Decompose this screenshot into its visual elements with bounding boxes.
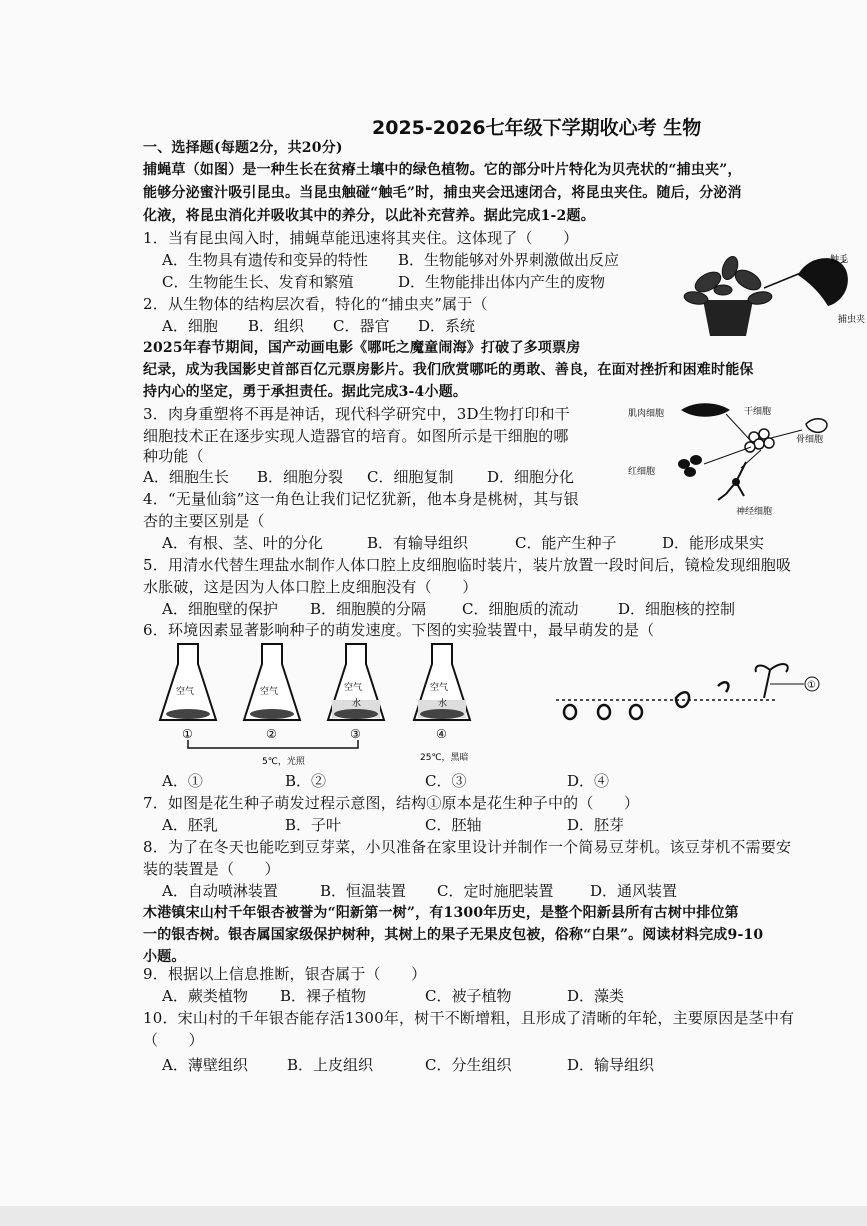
section-heading: 一、选择题(每题2分，共20分): [143, 140, 343, 156]
question-stem: 细胞技术正在逐步实现人造器官的培育。如图所示是干细胞的哪: [143, 427, 569, 445]
scan-edge: [0, 1206, 867, 1226]
option-c: C．定时施肥装置: [437, 882, 554, 900]
option-d: D．能形成果实: [662, 534, 765, 552]
option-d: D．生物能排出体内产生的废物: [398, 273, 606, 291]
option-c: C．能产生种子: [515, 534, 617, 552]
option-c: C．器官: [333, 317, 390, 335]
option-b: B．裸子植物: [280, 987, 367, 1005]
page-title: 2025-2026七年级下学期收心考 生物: [372, 117, 702, 139]
passage-line: 持内心的坚定，勇于承担责任。据此完成3-4小题。: [143, 384, 468, 400]
option-d: D．输导组织: [567, 1056, 655, 1074]
question-stem: 4．“无量仙翁”这一角色让我们记忆犹新，他本身是桃树，其与银: [143, 490, 579, 508]
question-stem: （ ）: [143, 1031, 204, 1049]
stem-cell-cluster-icon: [745, 429, 774, 452]
nerve-cell-label: 神经细胞: [736, 507, 773, 517]
passage-line: 一的银杏树。银杏属国家级保护树种，其树上的果子无果皮包被，俗称“白果”。阅读材料完成9-10: [143, 927, 764, 943]
option-d: D．胚芽: [567, 816, 625, 834]
option-b: B．细胞膜的分隔: [310, 600, 427, 618]
water-label: 水: [438, 699, 448, 709]
bone-cell-icon: [806, 419, 827, 433]
passage-line: 化液，将昆虫消化并吸收其中的养分，以此补充营养。据此完成1-2题。: [143, 208, 595, 224]
question-stem: 水胀破，这是因为人体口腔上皮细胞没有（ ）: [143, 578, 478, 596]
option-c: C．③: [425, 772, 467, 790]
option-b: B．子叶: [285, 816, 342, 834]
option-b: B．细胞分裂: [257, 468, 344, 486]
flask-4-icon: [414, 644, 470, 720]
pot-icon: [703, 300, 753, 336]
option-c: C．细胞质的流动: [462, 600, 579, 618]
water-label: 水: [352, 699, 362, 709]
question-stem: 8．为了在冬天也能吃到豆芽菜，小贝准备在家里设计并制作一个简易豆芽机。该豆芽机不需要安: [143, 838, 792, 856]
condition-label: 25℃，黑暗: [420, 753, 469, 763]
stemcell-figure: [626, 392, 856, 520]
option-a: A．自动喷淋装置: [162, 882, 278, 900]
flask-2-icon: [244, 644, 300, 720]
option-d: D．通风装置: [590, 882, 678, 900]
option-a: A．细胞壁的保护: [162, 600, 278, 618]
option-c: C．细胞复制: [367, 468, 454, 486]
passage-line: 能够分泌蜜汁吸引昆虫。当昆虫触碰“触毛”时，捕虫夹会迅速闭合，将昆虫夹住。随后，分泌消: [143, 185, 742, 201]
option-b: B．有输导组织: [367, 534, 469, 552]
option-a: A．细胞生长: [143, 468, 229, 486]
red-cell-label: 红细胞: [628, 467, 656, 477]
red-blood-cell-icon: [678, 455, 702, 477]
flask-number: ④: [436, 727, 447, 741]
option-d: D．细胞核的控制: [618, 600, 736, 618]
question-stem: 5．用清水代替生理盐水制作人体口腔上皮细胞临时装片，装片放置一段时间后，镜检发现细胞吸: [143, 556, 792, 574]
bone-cell-label: 骨细胞: [796, 435, 824, 445]
question-stem: 种功能（: [143, 447, 204, 465]
question-stem: 10．宋山村的千年银杏能存活1300年，树干不断增粗，且形成了清晰的年轮，主要原因是茎中有: [143, 1009, 795, 1027]
stem-cell-label: 干细胞: [744, 407, 772, 417]
option-c: C．被子植物: [425, 987, 512, 1005]
question-stem: 9．根据以上信息推断，银杏属于（ ）: [143, 965, 427, 983]
hair-label: 触毛: [830, 255, 849, 265]
option-d: D．④: [567, 772, 610, 790]
flask-number: ①: [182, 727, 193, 741]
option-a: A．①: [162, 772, 203, 790]
option-d: D．细胞分化: [487, 468, 575, 486]
seedling-icon: [756, 664, 788, 698]
question-stem: 6．环境因素显著影响种子的萌发速度。下图的实验装置中，最早萌发的是（: [143, 621, 655, 639]
trap-label: 捕虫夹: [838, 315, 866, 325]
flytrap-figure: [668, 240, 866, 340]
option-a: A．细胞: [162, 317, 218, 335]
air-label: 空气: [260, 687, 279, 697]
flask-number: ②: [266, 727, 277, 741]
passage-line: 2025年春节期间，国产动画电影《哪吒之魔童闹海》打破了多项票房: [143, 340, 581, 356]
air-label: 空气: [344, 683, 363, 693]
flask-number: ③: [350, 727, 361, 741]
flask-experiment-figure: [150, 642, 480, 768]
option-b: B．恒温装置: [320, 882, 407, 900]
option-b: B．生物能够对外界刺激做出反应: [398, 251, 620, 269]
muscle-cell-label: 肌肉细胞: [628, 409, 665, 419]
air-label: 空气: [430, 683, 449, 693]
option-a: A．生物具有遗传和变异的特性: [162, 251, 368, 269]
option-c: C．胚轴: [425, 816, 482, 834]
option-c: C．生物能生长、发育和繁殖: [162, 273, 354, 291]
option-d: D．系统: [418, 317, 476, 335]
passage-line: 捕蝇草（如图）是一种生长在贫瘠土壤中的绿色植物。它的部分叶片特化为贝壳状的“捕虫夹”，: [143, 162, 742, 178]
question-stem: 杏的主要区别是（: [143, 512, 265, 530]
condition-label: 5℃，光照: [262, 757, 305, 767]
flask-3-icon: [328, 644, 384, 720]
option-a: A．胚乳: [162, 816, 218, 834]
option-a: A．蕨类植物: [162, 987, 248, 1005]
passage-line: 纪录，成为我国影史首部百亿元票房影片。我们欣赏哪吒的勇敢、善良，在面对挫折和困难时能保: [143, 362, 754, 378]
question-stem: 1．当有昆虫闯入时，捕蝇草能迅速将其夹住。这体现了（ ）: [143, 229, 579, 247]
flask-1-icon: [160, 644, 216, 720]
peanut-germination-figure: [556, 652, 828, 726]
question-stem: 3．肉身重塑将不再是神话，现代科学研究中，3D生物打印和干: [143, 405, 570, 423]
option-b: B．组织: [248, 317, 305, 335]
passage-line: 木港镇宋山村千年银杏被誉为“阳新第一树”，有1300年历史，是整个阳新县所有古树中排位第: [143, 905, 739, 921]
trap-icon: [798, 258, 848, 306]
structure-marker: ①: [807, 680, 816, 691]
question-stem: 7．如图是花生种子萌发过程示意图，结构①原本是花生种子中的（ ）: [143, 794, 640, 812]
option-b: B．上皮组织: [287, 1056, 374, 1074]
passage-line: 小题。: [143, 949, 186, 965]
question-stem: 2．从生物体的结构层次看，特化的“捕虫夹”属于（: [143, 295, 488, 313]
plant-leaves-icon: [683, 254, 773, 306]
question-stem: 装的装置是（ ）: [143, 860, 280, 878]
option-a: A．薄壁组织: [162, 1056, 248, 1074]
option-a: A．有根、茎、叶的分化: [162, 534, 323, 552]
option-c: C．分生组织: [425, 1056, 512, 1074]
option-b: B．②: [285, 772, 327, 790]
muscle-cell-icon: [681, 403, 730, 417]
option-d: D．藻类: [567, 987, 625, 1005]
air-label: 空气: [176, 687, 195, 697]
